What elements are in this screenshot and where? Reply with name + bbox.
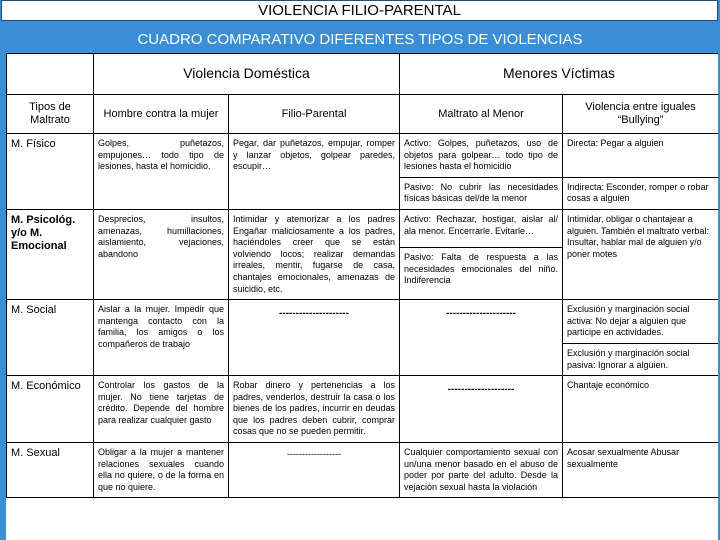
cell-fisico-mujer: Golpes, puñetazos, empujones… todo tipo de lesiones, hasta el homicidio. [94, 134, 229, 210]
cell-social-mujer: Aislar a la mujer. Impedir que mantenga contacto con la familia, los amigos o los compañeros de trabajo [94, 300, 229, 376]
table-row-sexual [7, 443, 719, 498]
cell-social-menor: --------------------- [400, 300, 563, 376]
cell-psico-filio: Intimidar y atemorizar a los padres Engañar maliciosamente a los padres, haciéndoles creer que se están volviendo locos; realizar demandas irreales, mentir, fugarse de casa, chantajes emocionales, amenazas de suicidio, etc. [229, 209, 400, 299]
header-maltrato-menor: Maltrato al Menor [400, 95, 563, 134]
cell-sexual-menor: Cualquier comportamiento sexual con un/una menor basado en el abuso de poder por parte del adulto. Desde la vejación sexual hasta la violación [400, 443, 563, 498]
cell-sexual-filio: ------------------ [229, 443, 400, 498]
header-hombre-mujer: Hombre contra la mujer [94, 95, 229, 134]
cell-sexual-mujer: Obligar a la mujer a mantener relaciones sexuales cuando ella no quiere, o de la forma en que no quiere. [94, 443, 229, 498]
cell-economico-iguales: Chantaje económico [563, 376, 719, 443]
page-subtitle: CUADRO COMPARATIVO DIFERENTES TIPOS DE VIOLENCIAS [137, 31, 583, 48]
table-row-psicologico [7, 209, 719, 247]
row-label-economico: M. Económico [7, 376, 94, 443]
comparison-table-container [6, 53, 718, 540]
cell-social-iguales-pasiva: Exclusión y marginación social pasiva: Ignorar a alguien. [563, 343, 719, 375]
row-label-social: M. Social [7, 300, 94, 376]
cell-psico-mujer: Desprecios, insultos, amenazas, humillaciones, aislamiento, vejaciones, abandono [94, 209, 229, 299]
cell-economico-mujer: Controlar los gastos de la mujer. No tiene tarjetas de crédito. Depende del hombre para realizar cualquier gasto [94, 376, 229, 443]
page-title: VIOLENCIA FILIO-PARENTAL [1, 0, 718, 21]
group-menores-victimas: Menores Víctimas [400, 54, 719, 95]
cell-sexual-iguales: Acosar sexualmente Abusar sexualmente [563, 443, 719, 498]
sub-header-row [7, 95, 719, 134]
cell-psico-iguales: Intimidar, obligar o chantajear a alguien. También el maltrato verbal: Insultar, hablar mal de alguien y/o poner motes [563, 209, 719, 299]
cell-psico-menor-activo: Activo: Rechazar, hostigar, aislar al/ ala menor. Encerrarle. Evitarle… [400, 209, 563, 247]
group-violencia-domestica: Violencia Doméstica [94, 54, 400, 95]
cell-fisico-menor-activo: Activo: Golpes, puñetazos, uso de objetos para golpear… todo tipo de lesiones hasta el homicidio [400, 134, 563, 178]
comparison-table [6, 53, 718, 498]
cell-fisico-filio: Pegar, dar puñetazos, empujar, romper y lanzar objetos, golpear paredes, escupir… [229, 134, 400, 210]
header-violencia-iguales: Violencia entre iguales “Bullying” [563, 95, 719, 134]
cell-fisico-iguales-directa: Directa: Pegar a alguien [563, 134, 719, 178]
table-row-economico [7, 376, 719, 443]
row-label-fisico: M. Físico [7, 134, 94, 210]
empty-corner-cell [7, 54, 94, 95]
row-label-psicologico: M. Psicológ. y/o M. Emocional [7, 209, 94, 299]
row-label-sexual: M. Sexual [7, 443, 94, 498]
table-row-social [7, 300, 719, 344]
cell-social-filio: --------------------- [229, 300, 400, 376]
cell-fisico-iguales-indirecta: Indirecta: Esconder, romper o robar cosas a alguien [563, 177, 719, 209]
header-tipos-maltrato: Tipos de Maltrato [7, 95, 94, 134]
header-filio-parental: Filio-Parental [229, 95, 400, 134]
table-row-fisico [7, 134, 719, 178]
cell-psico-menor-pasivo: Pasivo: Falta de respuesta a las necesidades emocionales del niño. Indiferencia [400, 248, 563, 300]
cell-social-iguales-activa: Exclusión y marginación social activa: No dejar a alguien que participe en actividades. [563, 300, 719, 344]
cell-fisico-menor-pasivo: Pasivo: No cubrir las necesidades físicas básicas del/de la menor [400, 177, 563, 209]
cell-economico-filio: Robar dinero y pertenencias a los padres, venderlos, destruir la casa o los bienes de los padres, incurrir en deudas que los padres deben cubrir, comprar cosas que no se pueden permitir. [229, 376, 400, 443]
cell-economico-menor: -------------------- [400, 376, 563, 443]
group-header-row [7, 54, 719, 95]
